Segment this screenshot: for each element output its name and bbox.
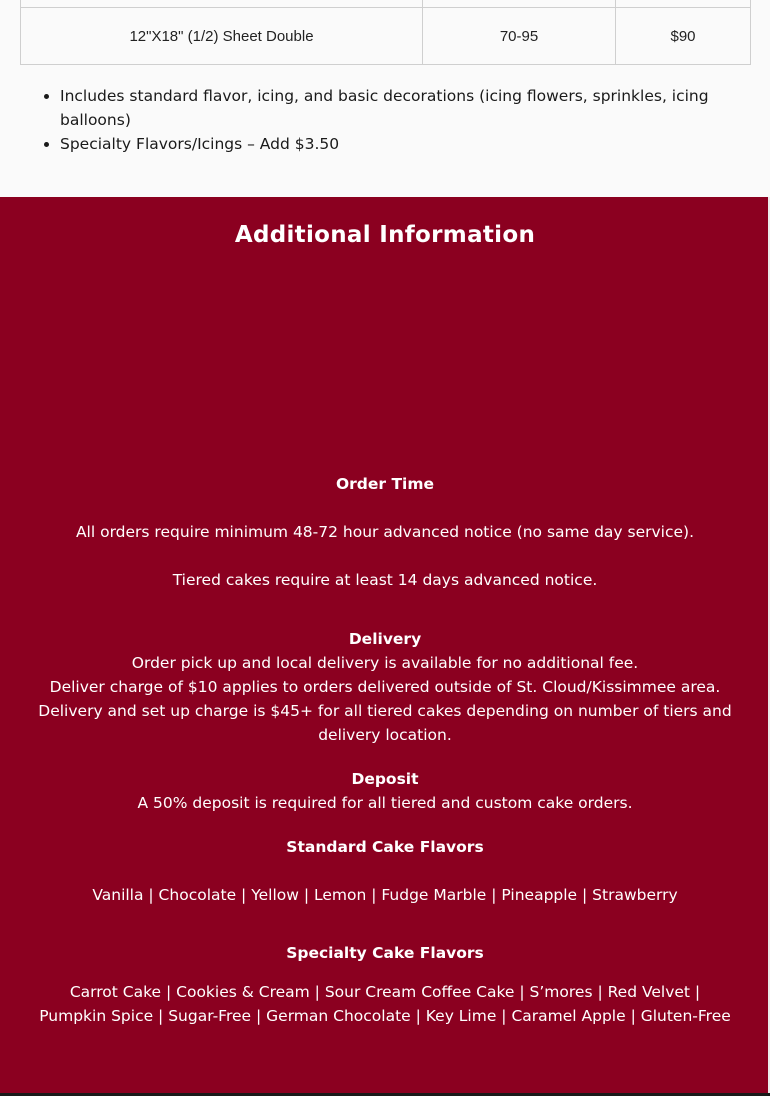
table-row-partial: [21, 0, 751, 8]
delivery-block: [35, 627, 735, 747]
deposit-block: [35, 767, 735, 815]
cake-size-cell: 12"X18" (1/2) Sheet Double: [21, 8, 423, 65]
standard-flavors-list: Vanilla | Chocolate | Yellow | Lemon | Fudge Marble | Pineapple | Strawberry: [92, 886, 678, 904]
standard-flavors-heading: Standard Cake Flavors: [286, 838, 484, 856]
deposit-heading: Deposit: [351, 770, 419, 788]
list-item: • Specialty Flavors/Icings – Add $3.50: [60, 132, 760, 156]
delivery-text: Delivery and set up charge is $45+ for all tiered cakes depending on number of tiers and delivery location.: [38, 702, 732, 744]
pricing-section: [0, 0, 770, 197]
servings-cell: 70-95: [423, 8, 616, 65]
list-item: • Includes standard flavor, icing, and basic decorations (icing flowers, sprinkles, icing balloons): [60, 84, 760, 132]
delivery-text: Order pick up and local delivery is available for no additional fee.: [131, 654, 639, 672]
specialty-flavors-block: [35, 941, 735, 1028]
delivery-text: Deliver charge of $10 applies to orders delivered outside of St. Cloud/Kissimmee area.: [49, 678, 721, 696]
order-time-text: Tiered cakes require at least 14 days advanced notice.: [172, 571, 598, 589]
standard-flavors-block: [35, 835, 735, 907]
order-time-block: [35, 472, 735, 592]
price-cell: $90: [616, 8, 751, 65]
pricing-table: [20, 0, 751, 65]
pricing-notes-list: [20, 84, 760, 156]
deposit-text: A 50% deposit is required for all tiered and custom cake orders.: [137, 794, 633, 812]
specialty-flavors-heading: Specialty Cake Flavors: [286, 944, 484, 962]
section-title: Additional Information: [234, 222, 536, 248]
additional-info-section: [0, 197, 770, 1096]
specialty-flavors-list: Carrot Cake | Cookies & Cream | Sour Cream Coffee Cake | S’mores | Red Velvet | Pumpkin Spice | Sugar-Free | German Chocolate | Key Lime | Caramel Apple | Gluten-Free: [39, 983, 731, 1025]
order-time-text: All orders require minimum 48-72 hour advanced notice (no same day service).: [75, 523, 695, 541]
order-time-heading: Order Time: [335, 475, 435, 493]
table-row: [21, 8, 751, 65]
delivery-heading: Delivery: [348, 630, 422, 648]
